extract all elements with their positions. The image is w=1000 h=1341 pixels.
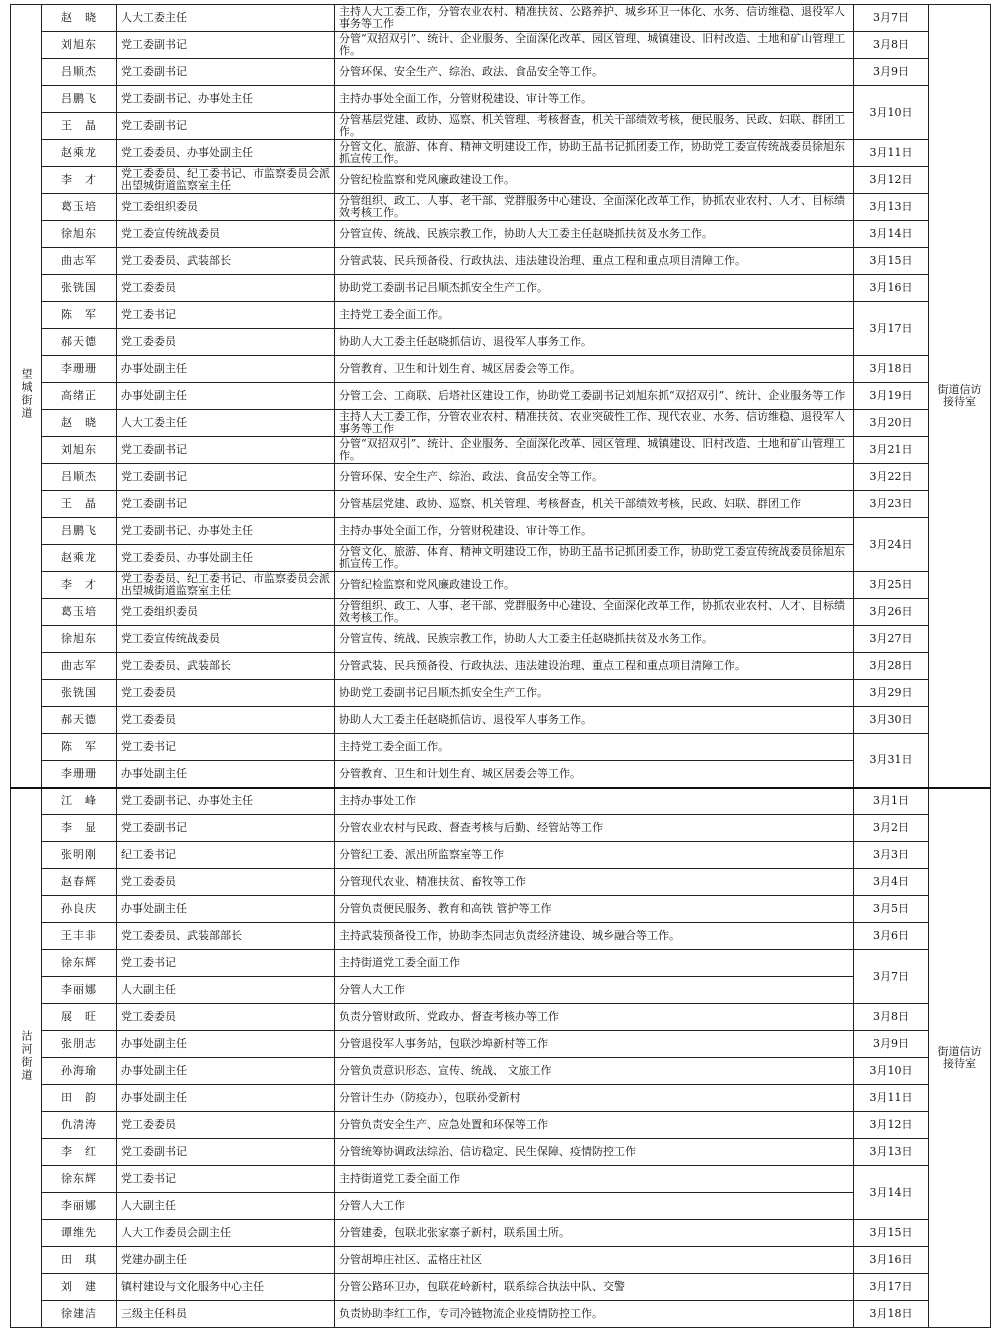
official-name: 赵春辉	[42, 869, 117, 896]
duty-date: 3月12日	[854, 167, 929, 194]
official-duties: 主持人大工委工作，分管农业农村、精准扶贫、农业突破性工作、现代农业、水务、信访维稳、退役军人事务等工作	[335, 410, 854, 437]
duty-date: 3月5日	[854, 896, 929, 923]
official-title: 党工委委员	[117, 707, 335, 734]
official-name: 李 才	[42, 572, 117, 599]
district-name: 沽河街道	[20, 1030, 33, 1083]
duty-date: 3月19日	[854, 383, 929, 410]
official-duties: 分管基层党建、政协、巡察、机关管理、考核督查，机关干部绩效考核，便民服务、民政、妇联、群团工作。	[335, 113, 854, 140]
official-name: 谭维先	[42, 1220, 117, 1247]
official-title: 党工委委员、办事处副主任	[117, 545, 335, 572]
official-duties: 分管人大工作	[335, 1193, 854, 1220]
duty-date: 3月30日	[854, 707, 929, 734]
official-duties: 分管负责安全生产、应急处置和环保等工作	[335, 1112, 854, 1139]
official-title: 党工委副书记	[117, 437, 335, 464]
table-row	[11, 32, 991, 59]
duty-date: 3月26日	[854, 599, 929, 626]
official-duties: 分管宣传、统战、民族宗教工作，协助人大工委主任赵晓抓扶贫及水务工作。	[335, 221, 854, 248]
official-title: 人大工作委员会副主任	[117, 1220, 335, 1247]
duty-date: 3月10日	[854, 86, 929, 140]
official-title: 人大工委主任	[117, 5, 335, 32]
duty-date: 3月7日	[854, 950, 929, 1004]
official-title: 党工委宣传统战委员	[117, 221, 335, 248]
official-title: 党工委委员、武装部长	[117, 653, 335, 680]
duty-date: 3月18日	[854, 356, 929, 383]
official-name: 仇清涛	[42, 1112, 117, 1139]
official-title: 人大工委主任	[117, 410, 335, 437]
table-row	[11, 842, 991, 869]
official-duties: 协助人大工委主任赵晓抓信访、退役军人事务工作。	[335, 329, 854, 356]
official-duties: 分管退役军人事务站，包联沙埠新村等工作	[335, 1031, 854, 1058]
official-name: 吕鹏飞	[42, 518, 117, 545]
duty-date: 3月7日	[854, 5, 929, 32]
table-row	[11, 815, 991, 842]
table-row	[11, 1085, 991, 1112]
duty-date: 3月8日	[854, 32, 929, 59]
duty-date: 3月25日	[854, 572, 929, 599]
official-duties: 主持党工委全面工作。	[335, 302, 854, 329]
duty-schedule-table	[10, 4, 991, 1328]
official-name: 曲志军	[42, 248, 117, 275]
duty-date: 3月16日	[854, 275, 929, 302]
official-name: 王丰非	[42, 923, 117, 950]
duty-date: 3月8日	[854, 1004, 929, 1031]
official-duties: 分管计生办（防疫办），包联孙受新村	[335, 1085, 854, 1112]
official-duties: 分管环保、安全生产、综治、政法、食品安全等工作。	[335, 59, 854, 86]
table-row	[11, 923, 991, 950]
official-name: 曲志军	[42, 653, 117, 680]
duty-date: 3月11日	[854, 140, 929, 167]
table-row	[11, 1031, 991, 1058]
duty-date: 3月28日	[854, 653, 929, 680]
duty-date: 3月15日	[854, 248, 929, 275]
official-duties: 分管基层党建、政协、巡察、机关管理、考核督查，机关干部绩效考核，民政、妇联、群团工作	[335, 491, 854, 518]
table-row	[11, 1220, 991, 1247]
official-duties: 分管武装、民兵预备役、行政执法、违法建设治理、重点工程和重点项目清障工作。	[335, 653, 854, 680]
official-title: 党工委副书记	[117, 1139, 335, 1166]
table-row	[11, 86, 991, 113]
official-title: 党工委组织委员	[117, 194, 335, 221]
official-duties: 分管统筹协调政法综治、信访稳定、民生保障、疫情防控工作	[335, 1139, 854, 1166]
official-duties: 分管组织、政工、人事、老干部、党群服务中心建设、全面深化改革工作，协抓农业农村、人才、目标绩效考核工作。	[335, 194, 854, 221]
table-row	[11, 248, 991, 275]
official-duties: 分管纪检监察和党风廉政建设工作。	[335, 167, 854, 194]
table-row	[11, 221, 991, 248]
official-title: 镇村建设与文化服务中心主任	[117, 1274, 335, 1301]
official-duties: 分管工会、工商联、后塔社区建设工作，协助党工委副书记刘旭东抓“双招双引”、统计、企业服务等工作	[335, 383, 854, 410]
official-name: 张明刚	[42, 842, 117, 869]
official-duties: 分管“双招双引”、统计、企业服务、全面深化改革、园区管理、城镇建设、旧村改造、土地和矿山管理工作。	[335, 437, 854, 464]
official-duties: 分管文化、旅游、体育、精神文明建设工作，协助王晶书记抓团委工作，协助党工委宣传统战委员徐旭东抓宣传工作。	[335, 140, 854, 167]
official-title: 纪工委书记	[117, 842, 335, 869]
duty-date: 3月16日	[854, 1247, 929, 1274]
official-title: 党工委副书记、办事处主任	[117, 86, 335, 113]
schedule-body	[11, 5, 991, 1328]
table-row	[11, 896, 991, 923]
table-row	[11, 1274, 991, 1301]
table-row	[11, 194, 991, 221]
duty-date: 3月9日	[854, 59, 929, 86]
official-name: 徐旭东	[42, 626, 117, 653]
official-title: 党工委副书记、办事处主任	[117, 518, 335, 545]
official-name: 陈 军	[42, 734, 117, 761]
reception-location: 街道信访接待室	[929, 5, 991, 788]
official-title: 党工委副书记	[117, 59, 335, 86]
official-name: 李 显	[42, 815, 117, 842]
official-duties: 分管文化、旅游、体育、精神文明建设工作，协助王晶书记抓团委工作，协助党工委宣传统战委员徐旭东抓宣传工作。	[335, 545, 854, 572]
official-title: 人大副主任	[117, 1193, 335, 1220]
official-duties: 分管负责便民服务、教育和高铁 管护等工作	[335, 896, 854, 923]
duty-date: 3月9日	[854, 1031, 929, 1058]
table-row	[11, 1058, 991, 1085]
official-duties: 分管建委，包联北张家寨子新村，联系国土所。	[335, 1220, 854, 1247]
official-duties: 分管组织、政工、人事、老干部、党群服务中心建设、全面深化改革工作，协抓农业农村、人才、目标绩效考核工作。	[335, 599, 854, 626]
district-name-cell	[11, 788, 42, 1328]
official-duties: 主持人大工委工作，分管农业农村、精准扶贫、公路养护、城乡环卫一体化、水务、信访维稳、退役军人事务等工作	[335, 5, 854, 32]
duty-date: 3月12日	[854, 1112, 929, 1139]
table-row	[11, 140, 991, 167]
official-title: 办事处副主任	[117, 383, 335, 410]
official-name: 郝天德	[42, 707, 117, 734]
official-name: 高绪正	[42, 383, 117, 410]
duty-date: 3月31日	[854, 734, 929, 788]
official-name: 李丽娜	[42, 1193, 117, 1220]
official-name: 王 晶	[42, 113, 117, 140]
duty-date: 3月4日	[854, 869, 929, 896]
official-duties: 主持街道党工委全面工作	[335, 950, 854, 977]
table-row	[11, 1004, 991, 1031]
official-name: 徐东辉	[42, 950, 117, 977]
official-name: 田 琪	[42, 1247, 117, 1274]
official-name: 刘旭东	[42, 32, 117, 59]
district-name: 望城街道	[20, 368, 33, 421]
official-title: 党工委副书记、办事处主任	[117, 788, 335, 815]
official-name: 赵 晓	[42, 5, 117, 32]
table-row	[11, 761, 991, 788]
table-row	[11, 680, 991, 707]
official-duties: 分管环保、安全生产、综治、政法、食品安全等工作。	[335, 464, 854, 491]
official-title: 党工委副书记	[117, 464, 335, 491]
table-row	[11, 572, 991, 599]
duty-date: 3月24日	[854, 518, 929, 572]
official-duties: 协助党工委副书记吕顺杰抓安全生产工作。	[335, 680, 854, 707]
official-title: 党工委委员、纪工委书记、市监察委员会派出望城街道监察室主任	[117, 572, 335, 599]
official-title: 党工委副书记	[117, 113, 335, 140]
official-title: 办事处副主任	[117, 761, 335, 788]
official-duties: 分管胡埠庄社区、孟格庄社区	[335, 1247, 854, 1274]
official-name: 赵乘龙	[42, 545, 117, 572]
official-title: 人大副主任	[117, 977, 335, 1004]
duty-date: 3月15日	[854, 1220, 929, 1247]
duty-date: 3月18日	[854, 1301, 929, 1328]
official-name: 葛玉培	[42, 599, 117, 626]
official-duties: 协助党工委副书记吕顺杰抓安全生产工作。	[335, 275, 854, 302]
table-row	[11, 437, 991, 464]
table-row	[11, 302, 991, 329]
official-name: 赵乘龙	[42, 140, 117, 167]
official-duties: 主持武装预备役工作，协助李杰同志负责经济建设、城乡融合等工作。	[335, 923, 854, 950]
duty-date: 3月27日	[854, 626, 929, 653]
official-name: 郝天德	[42, 329, 117, 356]
official-title: 党工委书记	[117, 1166, 335, 1193]
official-title: 办事处副主任	[117, 896, 335, 923]
duty-date: 3月17日	[854, 1274, 929, 1301]
duty-date: 3月1日	[854, 788, 929, 815]
duty-date: 3月10日	[854, 1058, 929, 1085]
table-row	[11, 410, 991, 437]
official-title: 党工委组织委员	[117, 599, 335, 626]
table-row	[11, 1112, 991, 1139]
official-duties: 分管“双招双引”、统计、企业服务、全面深化改革、园区管理、城镇建设、旧村改造、土地和矿山管理工作。	[335, 32, 854, 59]
official-title: 党建办副主任	[117, 1247, 335, 1274]
official-title: 党工委委员、武装部长	[117, 248, 335, 275]
official-duties: 主持办事处工作	[335, 788, 854, 815]
official-title: 党工委委员	[117, 1004, 335, 1031]
official-title: 党工委委员、武装部部长	[117, 923, 335, 950]
official-title: 办事处副主任	[117, 356, 335, 383]
duty-date: 3月2日	[854, 815, 929, 842]
official-title: 党工委委员	[117, 275, 335, 302]
official-name: 李 红	[42, 1139, 117, 1166]
table-row	[11, 113, 991, 140]
official-duties: 分管教育、卫生和计划生育、城区居委会等工作。	[335, 356, 854, 383]
duty-date: 3月23日	[854, 491, 929, 518]
official-name: 李珊珊	[42, 356, 117, 383]
table-row	[11, 734, 991, 761]
official-name: 刘 建	[42, 1274, 117, 1301]
official-name: 孙良庆	[42, 896, 117, 923]
table-row	[11, 545, 991, 572]
table-row	[11, 1139, 991, 1166]
official-title: 党工委副书记	[117, 815, 335, 842]
official-name: 田 韵	[42, 1085, 117, 1112]
official-name: 孙海瑜	[42, 1058, 117, 1085]
district-name-cell	[11, 5, 42, 788]
official-name: 赵 晓	[42, 410, 117, 437]
duty-date: 3月3日	[854, 842, 929, 869]
official-name: 吕顺杰	[42, 59, 117, 86]
reception-location: 街道信访接待室	[929, 788, 991, 1328]
official-title: 党工委委员、纪工委书记、市监察委员会派出望城街道监察室主任	[117, 167, 335, 194]
table-row	[11, 626, 991, 653]
table-row	[11, 491, 991, 518]
table-row	[11, 599, 991, 626]
official-duties: 分管人大工作	[335, 977, 854, 1004]
official-title: 党工委委员	[117, 329, 335, 356]
official-duties: 分管现代农业、精准扶贫、畜牧等工作	[335, 869, 854, 896]
table-row	[11, 707, 991, 734]
official-duties: 主持街道党工委全面工作	[335, 1166, 854, 1193]
official-name: 吕鹏飞	[42, 86, 117, 113]
official-duties: 分管负责意识形态、宣传、统战、 文旅工作	[335, 1058, 854, 1085]
table-row	[11, 464, 991, 491]
official-name: 吕顺杰	[42, 464, 117, 491]
official-duties: 分管纪检监察和党风廉政建设工作。	[335, 572, 854, 599]
duty-date: 3月14日	[854, 1166, 929, 1220]
official-name: 徐建洁	[42, 1301, 117, 1328]
official-duties: 分管公路环卫办，包联花岭新村，联系综合执法中队、交警	[335, 1274, 854, 1301]
official-duties: 分管农业农村与民政、督查考核与后勤、经管站等工作	[335, 815, 854, 842]
official-name: 王 晶	[42, 491, 117, 518]
duty-date: 3月22日	[854, 464, 929, 491]
duty-date: 3月6日	[854, 923, 929, 950]
table-row	[11, 950, 991, 977]
official-name: 张朋志	[42, 1031, 117, 1058]
official-name: 李 才	[42, 167, 117, 194]
official-title: 党工委副书记	[117, 491, 335, 518]
official-title: 党工委书记	[117, 950, 335, 977]
official-title: 三级主任科员	[117, 1301, 335, 1328]
official-name: 葛玉培	[42, 194, 117, 221]
official-title: 党工委书记	[117, 302, 335, 329]
official-title: 党工委书记	[117, 734, 335, 761]
official-title: 党工委副书记	[117, 32, 335, 59]
official-duties: 主持办事处全面工作，分管财税建设、审计等工作。	[335, 518, 854, 545]
official-duties: 协助人大工委主任赵晓抓信访、退役军人事务工作。	[335, 707, 854, 734]
duty-date: 3月14日	[854, 221, 929, 248]
official-title: 党工委委员、办事处副主任	[117, 140, 335, 167]
official-duties: 分管纪工委、派出所监察室等工作	[335, 842, 854, 869]
official-title: 办事处副主任	[117, 1085, 335, 1112]
duty-date: 3月20日	[854, 410, 929, 437]
table-row	[11, 788, 991, 815]
official-name: 徐旭东	[42, 221, 117, 248]
table-row	[11, 5, 991, 32]
official-title: 办事处副主任	[117, 1058, 335, 1085]
table-row	[11, 59, 991, 86]
table-row	[11, 653, 991, 680]
official-name: 陈 军	[42, 302, 117, 329]
official-duties: 主持办事处全面工作，分管财税建设、审计等工作。	[335, 86, 854, 113]
table-row	[11, 167, 991, 194]
duty-date: 3月21日	[854, 437, 929, 464]
official-title: 党工委委员	[117, 680, 335, 707]
table-row	[11, 869, 991, 896]
official-duties: 分管宣传、统战、民族宗教工作，协助人大工委主任赵晓抓扶贫及水务工作。	[335, 626, 854, 653]
table-row	[11, 518, 991, 545]
table-row	[11, 1247, 991, 1274]
official-duties: 负责分管财政所、党政办、督查考核办等工作	[335, 1004, 854, 1031]
table-row	[11, 977, 991, 1004]
duty-date: 3月17日	[854, 302, 929, 356]
official-name: 江 峰	[42, 788, 117, 815]
table-row	[11, 275, 991, 302]
official-name: 张铣国	[42, 680, 117, 707]
official-name: 徐东辉	[42, 1166, 117, 1193]
table-row	[11, 1193, 991, 1220]
official-title: 办事处副主任	[117, 1031, 335, 1058]
duty-date: 3月29日	[854, 680, 929, 707]
table-row	[11, 356, 991, 383]
official-title: 党工委委员	[117, 1112, 335, 1139]
table-row	[11, 1166, 991, 1193]
table-row	[11, 1301, 991, 1328]
official-duties: 分管武装、民兵预备役、行政执法、违法建设治理、重点工程和重点项目清障工作。	[335, 248, 854, 275]
official-name: 李珊珊	[42, 761, 117, 788]
duty-date: 3月13日	[854, 1139, 929, 1166]
official-title: 党工委宣传统战委员	[117, 626, 335, 653]
official-name: 李丽娜	[42, 977, 117, 1004]
table-row	[11, 383, 991, 410]
duty-date: 3月13日	[854, 194, 929, 221]
official-name: 刘旭东	[42, 437, 117, 464]
official-name: 张铣国	[42, 275, 117, 302]
official-duties: 分管教育、卫生和计划生育、城区居委会等工作。	[335, 761, 854, 788]
official-title: 党工委委员	[117, 869, 335, 896]
official-name: 展 旺	[42, 1004, 117, 1031]
duty-date: 3月11日	[854, 1085, 929, 1112]
table-row	[11, 329, 991, 356]
official-duties: 主持党工委全面工作。	[335, 734, 854, 761]
official-duties: 负责协助李红工作，专司冷链物流企业疫情防控工作。	[335, 1301, 854, 1328]
